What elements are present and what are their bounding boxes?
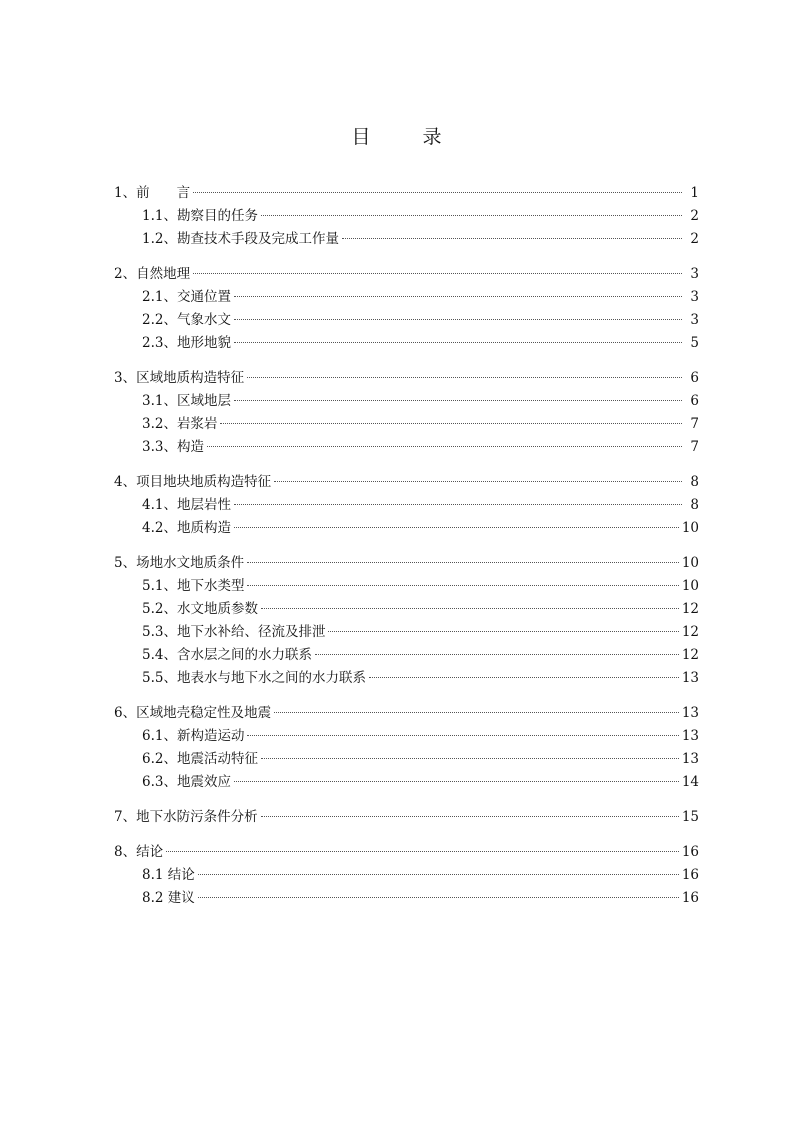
dot-leader [342,238,682,239]
toc-subsection-entry[interactable] [114,748,699,771]
dot-leader [261,816,679,817]
toc-entry-page-number: 13 [681,670,699,686]
toc-entry-page-number: 8 [690,497,699,513]
toc-entry-number: 8、 [114,844,137,860]
toc-entry-label: 前 言 [136,185,191,201]
toc-entry-label: 含水层之间的水力联系 [176,647,312,663]
toc-subsection-entry[interactable] [114,598,699,621]
toc-entry-label: 地表水与地下水之间的水力联系 [176,670,366,686]
toc-entry-label: 结论 [167,867,195,883]
toc-entry-number: 4.2、 [142,520,177,536]
dot-leader [234,319,682,320]
toc-subsection-entry[interactable] [114,494,699,517]
toc-title [0,122,793,149]
table-of-contents [114,182,699,922]
toc-entry-label: 岩浆岩 [176,416,218,432]
dot-leader [234,781,679,782]
toc-entry-label: 建议 [167,890,195,906]
toc-entry-label: 勘察目的任务 [176,208,258,224]
toc-section-group [114,471,699,540]
toc-subsection-entry[interactable] [114,864,699,887]
toc-entry-page-number: 16 [681,890,699,906]
dot-leader [274,712,679,713]
toc-entry-number: 4、 [114,474,137,490]
dot-leader [328,631,678,632]
dot-leader [207,446,682,447]
toc-entry-page-number: 1 [690,185,699,201]
toc-entry-number: 3、 [114,370,137,386]
toc-entry-page-number: 12 [681,624,699,640]
dot-leader [274,481,682,482]
dot-leader [369,677,679,678]
toc-subsection-entry[interactable] [114,771,699,794]
toc-section-entry[interactable] [114,367,699,390]
toc-entry-number: 7、 [114,809,137,825]
toc-entry-number: 5.4、 [142,647,177,663]
toc-entry-number: 6.1、 [142,728,177,744]
toc-subsection-entry[interactable] [114,621,699,644]
toc-entry-number: 2.1、 [142,289,177,305]
toc-subsection-entry[interactable] [114,887,699,910]
toc-subsection-entry[interactable] [114,667,699,690]
toc-section-entry[interactable] [114,182,699,205]
toc-entry-number: 6、 [114,705,137,721]
toc-title-char-1: 目 [351,126,371,148]
toc-entry-label: 勘查技术手段及完成工作量 [176,231,339,247]
toc-section-group [114,841,699,910]
dot-leader [234,400,682,401]
toc-subsection-entry[interactable] [114,286,699,309]
toc-subsection-entry[interactable] [114,390,699,413]
toc-entry-number: 1、 [114,185,137,201]
toc-subsection-entry[interactable] [114,205,699,228]
toc-entry-label: 区域地质构造特征 [136,370,245,386]
toc-entry-page-number: 6 [690,393,699,409]
toc-title-char-2: 录 [422,126,442,148]
toc-entry-page-number: 10 [681,578,699,594]
toc-entry-number: 8.1 [142,867,168,883]
toc-entry-page-number: 3 [690,289,699,305]
toc-entry-page-number: 7 [690,416,699,432]
toc-subsection-entry[interactable] [114,725,699,748]
dot-leader [261,215,682,216]
toc-entry-label: 地质构造 [176,520,231,536]
dot-leader [261,608,679,609]
toc-entry-page-number: 3 [690,312,699,328]
toc-section-group [114,806,699,829]
toc-entry-label: 构造 [176,439,204,455]
toc-entry-number: 2.2、 [142,312,177,328]
toc-entry-page-number: 3 [690,266,699,282]
dot-leader [198,874,679,875]
toc-entry-number: 5.1、 [142,578,177,594]
toc-section-entry[interactable] [114,841,699,864]
toc-section-entry[interactable] [114,263,699,286]
toc-entry-number: 2、 [114,266,137,282]
toc-subsection-entry[interactable] [114,332,699,355]
toc-entry-page-number: 2 [690,231,699,247]
toc-entry-page-number: 15 [681,809,699,825]
toc-entry-label: 区域地层 [176,393,231,409]
dot-leader [315,654,679,655]
toc-section-entry[interactable] [114,471,699,494]
toc-entry-label: 水文地质参数 [176,601,258,617]
toc-entry-page-number: 12 [681,601,699,617]
toc-entry-page-number: 8 [690,474,699,490]
toc-entry-label: 区域地壳稳定性及地震 [136,705,272,721]
dot-leader [220,423,682,424]
toc-entry-page-number: 13 [681,705,699,721]
toc-entry-label: 地下水补给、径流及排泄 [176,624,326,640]
toc-entry-page-number: 7 [690,439,699,455]
toc-entry-page-number: 16 [681,867,699,883]
dot-leader [198,897,679,898]
toc-entry-number: 3.2、 [142,416,177,432]
toc-entry-page-number: 5 [690,335,699,351]
toc-entry-number: 8.2 [142,890,168,906]
dot-leader [234,296,682,297]
toc-entry-number: 6.3、 [142,774,177,790]
toc-entry-label: 场地水文地质条件 [136,555,245,571]
toc-entry-label: 地震活动特征 [176,751,258,767]
toc-section-group [114,702,699,794]
toc-entry-page-number: 16 [681,844,699,860]
toc-entry-label: 交通位置 [176,289,231,305]
toc-entry-label: 项目地块地质构造特征 [136,474,272,490]
toc-entry-number: 1.1、 [142,208,177,224]
toc-subsection-entry[interactable] [114,309,699,332]
dot-leader [193,192,682,193]
toc-entry-label: 地层岩性 [176,497,231,513]
toc-subsection-entry[interactable] [114,436,699,459]
toc-entry-label: 地形地貌 [176,335,231,351]
toc-entry-number: 5.5、 [142,670,177,686]
dot-leader [193,273,682,274]
toc-entry-label: 气象水文 [176,312,231,328]
toc-entry-label: 自然地理 [136,266,191,282]
dot-leader [234,527,679,528]
toc-entry-page-number: 12 [681,647,699,663]
toc-entry-number: 1.2、 [142,231,177,247]
toc-subsection-entry[interactable] [114,575,699,598]
dot-leader [261,758,679,759]
toc-entry-page-number: 13 [681,728,699,744]
toc-section-group [114,552,699,690]
toc-entry-label: 地震效应 [176,774,231,790]
toc-entry-label: 地下水防污条件分析 [136,809,258,825]
toc-section-group [114,182,699,251]
toc-section-group [114,263,699,355]
toc-section-entry[interactable] [114,552,699,575]
toc-entry-number: 4.1、 [142,497,177,513]
dot-leader [234,342,682,343]
toc-subsection-entry[interactable] [114,413,699,436]
toc-entry-number: 5、 [114,555,137,571]
toc-section-entry[interactable] [114,702,699,725]
toc-entry-page-number: 6 [690,370,699,386]
toc-entry-number: 5.2、 [142,601,177,617]
dot-leader [247,377,682,378]
toc-entry-page-number: 10 [681,520,699,536]
toc-entry-page-number: 2 [690,208,699,224]
dot-leader [234,504,682,505]
toc-entry-number: 3.3、 [142,439,177,455]
dot-leader [247,562,679,563]
toc-entry-label: 地下水类型 [176,578,245,594]
toc-entry-number: 6.2、 [142,751,177,767]
toc-entry-number: 3.1、 [142,393,177,409]
toc-entry-label: 结论 [136,844,164,860]
toc-entry-page-number: 14 [681,774,699,790]
toc-entry-page-number: 13 [681,751,699,767]
toc-entry-number: 5.3、 [142,624,177,640]
dot-leader [247,735,678,736]
dot-leader [247,585,678,586]
toc-subsection-entry[interactable] [114,517,699,540]
toc-entry-number: 2.3、 [142,335,177,351]
dot-leader [166,851,679,852]
toc-section-entry[interactable] [114,806,699,829]
toc-entry-label: 新构造运动 [176,728,245,744]
toc-subsection-entry[interactable] [114,644,699,667]
toc-subsection-entry[interactable] [114,228,699,251]
toc-entry-page-number: 10 [681,555,699,571]
toc-section-group [114,367,699,459]
